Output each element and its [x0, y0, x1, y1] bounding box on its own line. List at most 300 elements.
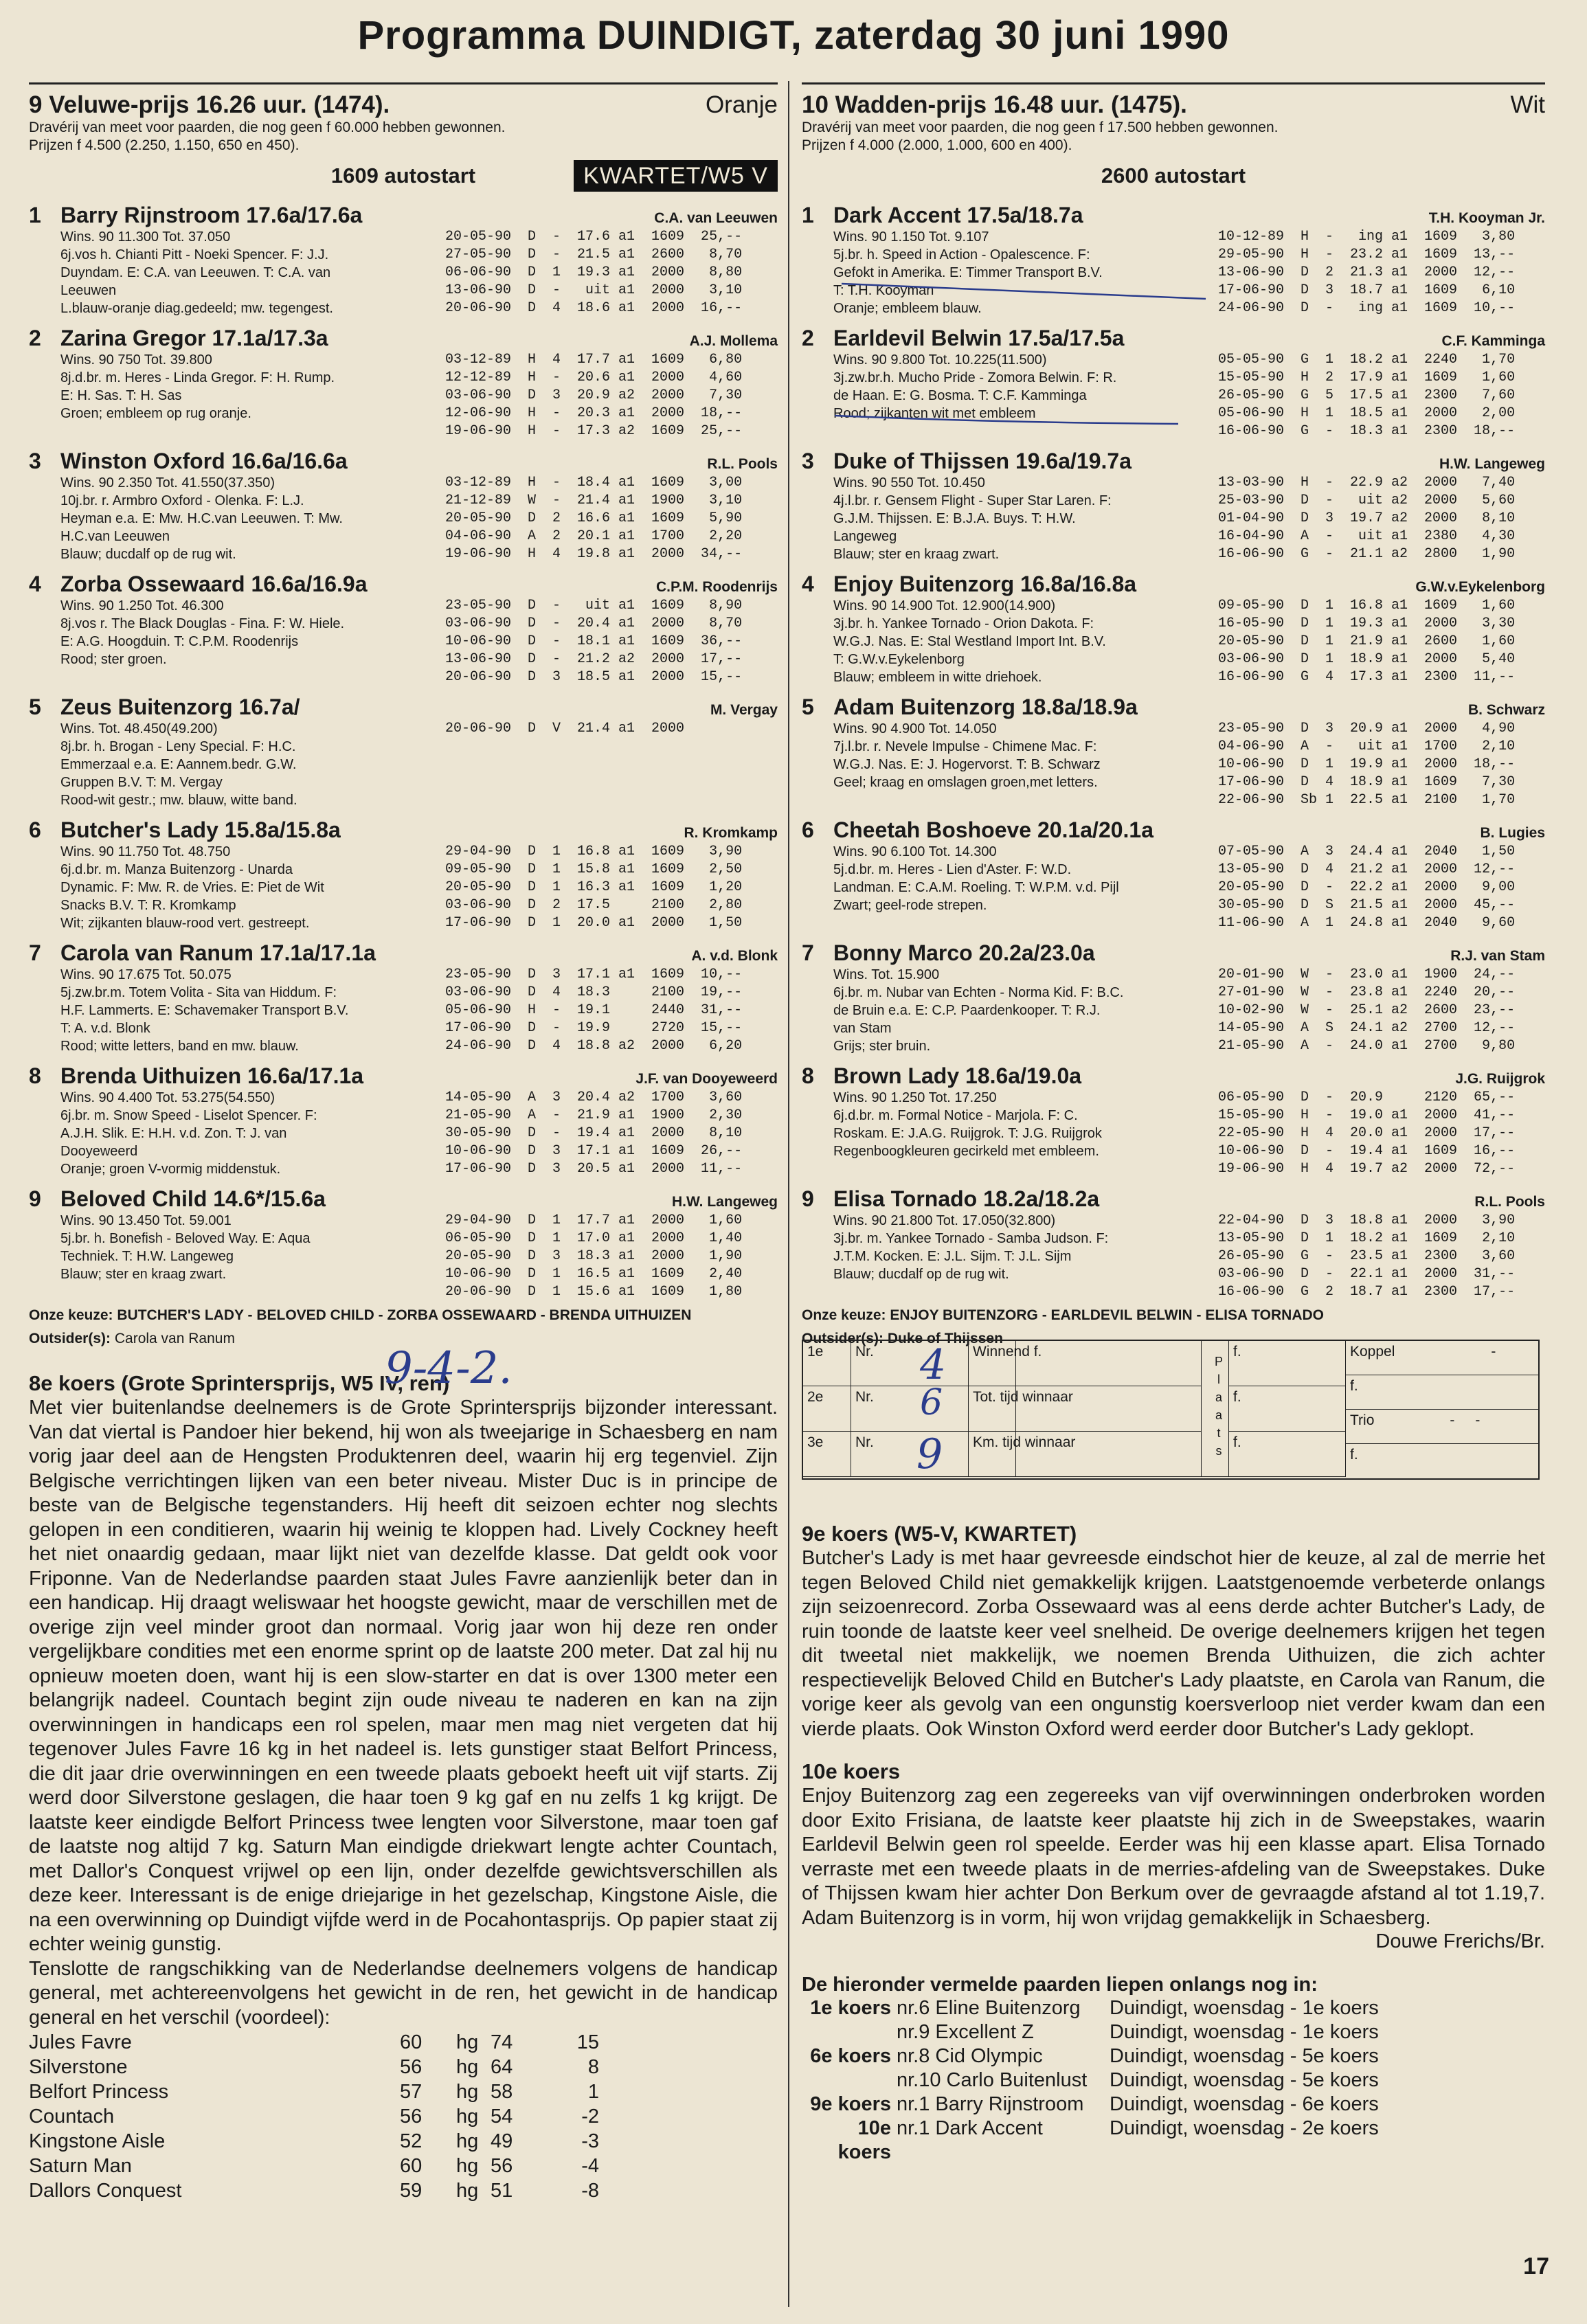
- handicap-cell: Belfort Princess: [29, 2081, 169, 2103]
- horse-result-line: 30-05-90 D S 21.5 a1 2000 45,--: [1218, 897, 1516, 913]
- horse-trainer: T.H. Kooyman Jr.: [1428, 210, 1545, 226]
- horse-desc-line: Blauw; ducdalf op de rug wit.: [833, 1267, 1009, 1282]
- horse-header: [29, 940, 778, 966]
- horse-result-line: 23-05-90 D - uit a1 1609 8,90: [445, 598, 743, 613]
- recent-row: [802, 2117, 1545, 2165]
- horse-result-line: 29-05-90 H - 23.2 a1 1609 13,--: [1218, 247, 1516, 262]
- place-3: 3e: [803, 1432, 851, 1477]
- handicap-cell: hg: [456, 2106, 479, 2128]
- horse-desc-line: H.C.van Leeuwen: [60, 529, 170, 544]
- handicap-cell: 57: [400, 2081, 423, 2103]
- horse-name-text: Butcher's Lady 15.8a/15.8a: [60, 817, 341, 842]
- horse-body: [29, 597, 778, 686]
- horse-number: 1: [802, 203, 814, 227]
- horse-desc-line: Wins. 90 11.750 Tot. 48.750: [60, 844, 231, 859]
- handicap-cell: -2: [581, 2106, 599, 2128]
- horse-desc-line: Blauw; ducdalf op de rug wit.: [60, 547, 236, 562]
- horse-header: [802, 940, 1545, 966]
- article-10-title: 10e koers: [802, 1759, 901, 1783]
- horse-body: [29, 474, 778, 563]
- handwritten-winner-2: 6: [920, 1382, 943, 1423]
- handicap-cell: 56: [491, 2155, 513, 2177]
- koppel-f: f.: [1346, 1375, 1538, 1410]
- horse-desc-line: Oranje; embleem blauw.: [833, 301, 982, 316]
- horse-result-line: 20-05-90 D 1 21.9 a1 2600 1,60: [1218, 633, 1516, 649]
- horse-desc-line: Grijs; ster bruin.: [833, 1039, 931, 1054]
- horse-description: [802, 597, 1218, 686]
- tot-tijd-label: Tot. tijd winnaar: [968, 1386, 1202, 1432]
- horse-name: [29, 1186, 326, 1212]
- horse-result-line: 20-05-90 D 1 16.3 a1 1609 1,20: [445, 879, 743, 895]
- horse-number: 3: [802, 449, 814, 473]
- horse-result-line: 16-04-90 A - uit a1 2380 4,30: [1218, 528, 1516, 544]
- horse-desc-line: Wins. 90 750 Tot. 39.800: [60, 352, 212, 368]
- horse-result-line: 19-06-90 H - 17.3 a2 1609 25,--: [445, 423, 743, 439]
- place-1: 1e: [803, 1341, 851, 1386]
- horse-name-text: Dark Accent 17.5a/18.7a: [833, 203, 1083, 227]
- keuze-label: Onze keuze:: [29, 1307, 113, 1323]
- horse-results: [445, 474, 778, 563]
- horse-result-line: 20-05-90 D 3 18.3 a1 2000 1,90: [445, 1248, 743, 1264]
- handicap-cell: 64: [491, 2056, 513, 2078]
- horse-result-line: 22-06-90 Sb 1 22.5 a1 2100 1,70: [1218, 792, 1516, 808]
- horse-result-line: 16-06-90 G - 21.1 a2 2800 1,90: [1218, 546, 1516, 562]
- horse-number: 4: [802, 572, 814, 596]
- horse-trainer: H.W. Langeweg: [1439, 456, 1545, 472]
- horse-desc-line: 8j.d.br. m. Heres - Linda Gregor. F: H. Rump.: [60, 370, 335, 385]
- horse-result-line: 17-06-90 D 1 20.0 a1 2000 1,50: [445, 915, 743, 931]
- handicap-cell: 56: [400, 2056, 423, 2078]
- handicap-cell: 60: [400, 2031, 423, 2053]
- horse-result-line: 23-05-90 D 3 17.1 a1 1609 10,--: [445, 967, 743, 982]
- handicap-cell: 58: [491, 2081, 513, 2103]
- horse-body: [29, 966, 778, 1055]
- horse-result-line: 16-05-90 D 1 19.3 a1 2000 3,30: [1218, 616, 1516, 631]
- trio-f: f.: [1350, 1447, 1358, 1463]
- recent-cell: nr.6 Eline Buitenzorg: [897, 1997, 1081, 2019]
- horse-result-line: 20-06-90 D V 21.4 a1 2000: [445, 721, 685, 736]
- handicap-cell: -8: [581, 2180, 599, 2202]
- horse-result-line: 17-06-90 D 3 18.7 a1 1609 6,10: [1218, 282, 1516, 298]
- recent-row: [802, 2068, 1545, 2092]
- article-8-text-2: Tenslotte de rangschikking van de Nederlandse deelnemers volgens de handicap general, met achtereenvolgens het gewicht in de ren, het gewicht in de handicap general en het verschil (voordeel):: [29, 1957, 778, 2029]
- keuze-text: ENJOY BUITENZORG - EARLDEVIL BELWIN - ELISA TORNADO: [890, 1307, 1324, 1323]
- horse-desc-line: Wins. 90 11.300 Tot. 37.050: [60, 229, 231, 245]
- horse-desc-line: Regenboogkleuren gecirkeld met embleem.: [833, 1144, 1099, 1159]
- horse-result-line: 10-06-90 D - 18.1 a1 1609 36,--: [445, 633, 743, 649]
- handicap-cell: -3: [581, 2130, 599, 2152]
- winnend-label: Winnend f.: [968, 1341, 1202, 1386]
- horse-desc-line: Blauw; ster en kraag zwart.: [60, 1267, 227, 1282]
- horse-desc-line: Gefokt in Amerika. E: Timmer Transport B.V.: [833, 265, 1103, 280]
- horse-results: [1218, 966, 1545, 1055]
- result-box: [802, 1340, 1540, 1480]
- horse-desc-line: Dooyeweerd: [60, 1144, 138, 1159]
- keuze-text: BUTCHER'S LADY - BELOVED CHILD - ZORBA OSSEWAARD - BRENDA UITHUIZEN: [117, 1307, 692, 1323]
- horse-desc-line: Geel; kraag en omslagen groen,met letters.: [833, 775, 1098, 790]
- outsider-text: Carola van Ranum: [114, 1331, 235, 1346]
- horse-desc-line: H.F. Lammerts. E: Schavemaker Transport B.V.: [60, 1003, 349, 1018]
- horse-desc-line: W.G.J. Nas. E: Stal Westland Import Int. B.V.: [833, 634, 1106, 649]
- recent-row: [802, 2020, 1545, 2044]
- trio-dash-1: -: [1450, 1412, 1455, 1428]
- horse-number: 9: [29, 1186, 41, 1211]
- article-9-text: Butcher's Lady is met haar gevreesde eindschot hier de keuze, al zal de merrie het tegen Beloved Child niet gemakkelijk krijgen. Laatstgenoemde verbeterde onlangs zijn seizoenrecord. Zorba Ossewaard was al eens derde achter Butcher's Lady, de ruin toonde de laatste keer veel snelheid. De overige deelnemers krijgen het tegen dit tweetal niet makkelijk, we noemen Brenda Uithuizen, die zich achter respectievelijk Beloved Child en Butcher's Lady plaatste, en Carola van Ranum, die vorige keer als gevolg van een ongunstig koersverloop niet verder kwam dan een vierde plaats. Ook Winston Oxford werd eerder door Butcher's Lady geklopt.: [802, 1547, 1545, 1740]
- horse-name: [802, 817, 1153, 843]
- horse-desc-line: Wins. 90 1.250 Tot. 46.300: [60, 598, 224, 613]
- horse-number: 7: [802, 940, 814, 965]
- horse-header: [29, 449, 778, 474]
- recent-cell: Duindigt, woensdag - 1e koers: [1110, 1997, 1379, 2019]
- horse-result-line: 16-06-90 G 2 18.7 a1 2300 17,--: [1218, 1284, 1516, 1300]
- horse-result-line: 14-05-90 A S 24.1 a2 2700 12,--: [1218, 1020, 1516, 1036]
- horse-results: [445, 966, 778, 1055]
- pen-line-2: [835, 416, 1178, 424]
- column-divider: [788, 81, 789, 2307]
- horse-desc-line: 6j.d.br. m. Manza Buitenzorg - Unarda: [60, 862, 293, 877]
- nr-3: Nr.: [851, 1432, 1016, 1477]
- horse-name: [802, 1063, 1081, 1089]
- horse-name: [802, 1186, 1099, 1212]
- horse-trainer: R. Kromkamp: [684, 825, 778, 841]
- horse-desc-line: Langeweg: [833, 529, 897, 544]
- horse-desc-line: T: G.W.v.Eykelenborg: [833, 652, 965, 667]
- recent-row: [802, 2092, 1545, 2117]
- horse-result-line: 26-05-90 G - 23.5 a1 2300 3,60: [1218, 1248, 1516, 1264]
- handicap-cell: Countach: [29, 2106, 115, 2128]
- handicap-cell: 74: [491, 2031, 513, 2053]
- horse-result-line: 03-06-90 D - 22.1 a1 2000 31,--: [1218, 1266, 1516, 1282]
- horse-entry: [802, 572, 1545, 686]
- horse-result-line: 12-06-90 H - 20.3 a1 2000 18,--: [445, 405, 743, 421]
- handicap-cell: 59: [400, 2180, 423, 2202]
- horse-desc-line: W.G.J. Nas. E: J. Hogervorst. T: B. Schwarz: [833, 757, 1101, 772]
- horse-trainer: M. Vergay: [710, 702, 778, 718]
- horse-desc-line: T: A. v.d. Blonk: [60, 1021, 150, 1036]
- race-9-color: Oranje: [705, 91, 778, 118]
- horse-desc-line: 8j.br. h. Brogan - Leny Special. F: H.C.: [60, 739, 296, 754]
- recent-cell: Duindigt, woensdag - 1e koers: [1110, 2021, 1379, 2043]
- horse-result-line: 21-05-90 A - 21.9 a1 1900 2,30: [445, 1107, 743, 1123]
- page-title: Programma DUINDIGT, zaterdag 30 juni 1990: [357, 13, 1230, 58]
- horse-description: [29, 474, 445, 563]
- horse-name-text: Bonny Marco 20.2a/23.0a: [833, 940, 1095, 965]
- horse-desc-line: Snacks B.V. T: R. Kromkamp: [60, 898, 236, 913]
- recent-rows: [802, 1996, 1545, 2165]
- koppel-text: Koppel: [1350, 1344, 1395, 1360]
- horse-result-line: 24-06-90 D - ing a1 1609 10,--: [1218, 300, 1516, 316]
- horse-name: [29, 572, 367, 597]
- horse-description: [802, 720, 1218, 809]
- race-10-prizes: Prijzen f 4.000 (2.000, 1.000, 600 en 400).: [802, 137, 1072, 153]
- koppel-dash: -: [1491, 1344, 1496, 1360]
- horse-result-line: 19-06-90 H 4 19.8 a1 2000 34,--: [445, 546, 743, 562]
- handicap-cell: 1: [587, 2081, 599, 2103]
- horse-header: [29, 695, 778, 720]
- handicap-cell: -4: [581, 2155, 599, 2177]
- handicap-cell: 56: [400, 2106, 423, 2128]
- horse-trainer: R.J. van Stam: [1450, 948, 1545, 964]
- horse-trainer: R.L. Pools: [1474, 1194, 1545, 1210]
- horse-number: 2: [29, 326, 41, 350]
- horse-desc-line: E: A.G. Hoogduin. T: C.P.M. Roodenrijs: [60, 634, 299, 649]
- horse-desc-line: Wins. 90 1.150 Tot. 9.107: [833, 229, 989, 245]
- outsider-label: Outsider(s):: [802, 1331, 884, 1346]
- horse-result-line: 03-06-90 D 2 17.5 2100 2,80: [445, 897, 743, 913]
- horse-entry: [29, 572, 778, 686]
- horse-name: [29, 695, 300, 720]
- race-10-title: 10 Wadden-prijs 16.48 uur. (1475).: [802, 91, 1187, 118]
- horse-result-line: 11-06-90 A 1 24.8 a1 2040 9,60: [1218, 915, 1516, 931]
- handicap-cell: Silverstone: [29, 2056, 128, 2078]
- article-race-9: [802, 1522, 1545, 1741]
- page-number: 17: [1523, 2253, 1549, 2279]
- recent-cell: nr.8 Cid Olympic: [897, 2045, 1043, 2067]
- horse-result-line: 03-12-89 H 4 17.7 a1 1609 6,80: [445, 352, 743, 368]
- horse-name-text: Enjoy Buitenzorg 16.8a/16.8a: [833, 572, 1137, 596]
- koppel-label: [1346, 1341, 1538, 1375]
- horse-name: [29, 326, 328, 351]
- handicap-row: [29, 2129, 778, 2154]
- article-9-title: 9e koers (W5-V, KWARTET): [802, 1522, 1077, 1546]
- race-10-conditions: Dravérij van meet voor paarden, die nog geen f 17.500 hebben gewonnen.: [802, 120, 1279, 135]
- horse-name: [802, 940, 1095, 966]
- horse-name-text: Cheetah Boshoeve 20.1a/20.1a: [833, 817, 1154, 842]
- recent-cell: nr.10 Carlo Buitenlust: [897, 2069, 1088, 2091]
- horse-desc-line: Groen; embleem op rug oranje.: [60, 406, 251, 421]
- horse-result-line: 19-06-90 H 4 19.7 a2 2000 72,--: [1218, 1161, 1516, 1177]
- handicap-cell: 49: [491, 2130, 513, 2152]
- recent-cell: [802, 2020, 897, 2044]
- horse-result-line: 09-05-90 D 1 15.8 a1 1609 2,50: [445, 861, 743, 877]
- horse-desc-line: Emmerzaal e.a. E: Aannem.bedr. G.W.: [60, 757, 297, 772]
- horse-name: [29, 1063, 363, 1089]
- horse-name-text: Zorba Ossewaard 16.6a/16.9a: [60, 572, 368, 596]
- horse-desc-line: 7j.l.br. r. Nevele Impulse - Chimene Mac. F:: [833, 739, 1097, 754]
- race-9-conditions: Dravérij van meet voor paarden, die nog geen f 60.000 hebben gewonnen.: [29, 120, 506, 135]
- recent-cell: Duindigt, woensdag - 2e koers: [1110, 2117, 1379, 2139]
- horse-desc-line: Rood; witte letters, band en mw. blauw.: [60, 1039, 299, 1054]
- handicap-row: [29, 2154, 778, 2178]
- handicap-row: [29, 2030, 778, 2055]
- horse-body: [29, 351, 778, 440]
- horse-description: [29, 843, 445, 932]
- horse-desc-line: Rood; ster groen.: [60, 652, 167, 667]
- horse-desc-line: Gruppen B.V. T: M. Vergay: [60, 775, 223, 790]
- horse-description: [802, 1089, 1218, 1178]
- horse-desc-line: Techniek. T: H.W. Langeweg: [60, 1249, 234, 1264]
- horse-result-line: 16-06-90 G - 18.3 a1 2300 18,--: [1218, 423, 1516, 439]
- keuze-label: Onze keuze:: [802, 1307, 886, 1323]
- horse-result-line: 07-05-90 A 3 24.4 a1 2040 1,50: [1218, 844, 1516, 859]
- plaats-f-3: f.: [1229, 1432, 1346, 1477]
- horse-results: [1218, 228, 1545, 317]
- horse-name-text: Adam Buitenzorg 18.8a/18.9a: [833, 695, 1138, 719]
- horse-desc-line: Wins. 90 6.100 Tot. 14.300: [833, 844, 997, 859]
- recent-cell: Duindigt, woensdag - 5e koers: [1110, 2069, 1379, 2091]
- horse-header: [29, 326, 778, 351]
- km-tijd-label: Km. tijd winnaar: [968, 1432, 1202, 1477]
- horse-result-line: 06-05-90 D - 20.9 2120 65,--: [1218, 1090, 1516, 1105]
- horse-result-line: 09-05-90 D 1 16.8 a1 1609 1,60: [1218, 598, 1516, 613]
- horse-result-line: 06-05-90 D 1 17.0 a1 2000 1,40: [445, 1230, 743, 1246]
- handicap-cell: hg: [456, 2031, 479, 2053]
- horse-result-line: 29-04-90 D 1 16.8 a1 1609 3,90: [445, 844, 743, 859]
- horse-desc-line: Leeuwen: [60, 283, 117, 298]
- kwartet-badge: KWARTET/W5 V: [574, 160, 778, 192]
- horse-result-line: 01-04-90 D 3 19.7 a2 2000 8,10: [1218, 510, 1516, 526]
- recent-cell: [802, 2068, 897, 2092]
- horse-desc-line: Wins. 90 550 Tot. 10.450: [833, 475, 985, 490]
- horse-result-line: 03-06-90 D 1 18.9 a1 2000 5,40: [1218, 651, 1516, 667]
- plaats-f-1: f.: [1229, 1341, 1346, 1386]
- horse-results: [445, 228, 778, 317]
- horse-description: [29, 720, 445, 809]
- horse-desc-line: 3j.br. m. Yankee Tornado - Samba Judson. F:: [833, 1231, 1109, 1246]
- horse-header: [29, 203, 778, 228]
- recent-cell: 10e koers: [837, 2117, 891, 2163]
- place-2: 2e: [803, 1386, 851, 1432]
- horse-name: [802, 203, 1083, 228]
- article-10-text: Enjoy Buitenzorg zag een zegereeks van vijf overwinningen onderbroken worden door Exito Frisiana, de laatste keer plaatste hij zich in de Sweepstakes, waarin Earldevil Belwin geen rol speelde. Eerder was hij een klasse apart. Elisa Tornado verraste met een tweede plaats in de merries-afdeling van de Sweepstakes. Duke of Thijssen kwam hier achter Don Berkum over de gevraagde afstand al tot 1.19,7. Adam Buitenzorg is in vorm, hij won vrijdag gemakkelijk in Schaesberg.: [802, 1785, 1545, 1929]
- horse-name: [29, 449, 348, 474]
- horse-result-line: 03-06-90 D 4 18.3 2100 19,--: [445, 984, 743, 1000]
- recent-cell: Duindigt, woensdag - 6e koers: [1110, 2093, 1379, 2115]
- horse-results: [445, 1212, 778, 1301]
- horse-result-line: 15-05-90 H - 19.0 a1 2000 41,--: [1218, 1107, 1516, 1123]
- horse-name-text: Winston Oxford 16.6a/16.6a: [60, 449, 348, 473]
- horse-result-line: 17-06-90 D 4 18.9 a1 1609 7,30: [1218, 774, 1516, 790]
- horse-header: [29, 817, 778, 843]
- horse-body: [802, 1089, 1545, 1178]
- horse-entry: [29, 817, 778, 932]
- horse-desc-line: 3j.br. h. Yankee Tornado - Orion Dakota. F:: [833, 616, 1094, 631]
- horse-result-line: 21-05-90 A - 24.0 a1 2700 9,80: [1218, 1038, 1516, 1054]
- horse-results: [445, 843, 778, 932]
- handicap-row: [29, 2104, 778, 2129]
- race-9-header: [29, 82, 778, 119]
- horse-header: [29, 1063, 778, 1089]
- horse-result-line: 22-05-90 H 4 20.0 a1 2000 17,--: [1218, 1125, 1516, 1141]
- horse-result-line: 26-05-90 G 5 17.5 a1 2300 7,60: [1218, 387, 1516, 403]
- horse-result-line: 10-12-89 H - ing a1 1609 3,80: [1218, 229, 1516, 245]
- right-articles: [802, 1522, 1545, 2165]
- handicap-cell: 15: [576, 2031, 599, 2053]
- horse-body: [29, 720, 778, 809]
- handicap-cell: hg: [456, 2180, 479, 2202]
- article-8-title: 8e koers (Grote Sprintersprijs, W5 IV, ren): [29, 1371, 450, 1395]
- horse-description: [802, 966, 1218, 1055]
- horse-result-line: 16-06-90 G 4 17.3 a1 2300 11,--: [1218, 669, 1516, 685]
- horse-desc-line: Wit; zijkanten blauw-rood vert. gestreept.: [60, 916, 310, 931]
- horse-result-line: 17-06-90 D - 19.9 2720 15,--: [445, 1020, 743, 1036]
- article-race-10: [802, 1759, 1545, 1953]
- horse-name: [29, 940, 376, 966]
- horse-name-text: Earldevil Belwin 17.5a/17.5a: [833, 326, 1125, 350]
- recent-row: [802, 1996, 1545, 2020]
- horse-trainer: R.L. Pools: [707, 456, 778, 472]
- horse-result-line: 10-06-90 D 1 16.5 a1 1609 2,40: [445, 1266, 743, 1282]
- race-9-start-row: [29, 157, 778, 194]
- horse-name-text: Duke of Thijssen 19.6a/19.7a: [833, 449, 1132, 473]
- horse-entry: [802, 1063, 1545, 1178]
- horse-header: [802, 695, 1545, 720]
- outsider-text: Duke of Thijssen: [887, 1331, 1003, 1346]
- horse-name: [29, 203, 362, 228]
- race-10-header: [802, 82, 1545, 119]
- horse-desc-line: L.blauw-oranje diag.gedeeld; mw. tegengest.: [60, 301, 333, 316]
- horse-entry: [802, 817, 1545, 932]
- trio-label: [1346, 1410, 1538, 1444]
- handicap-cell: 52: [400, 2130, 423, 2152]
- recent-cell: 6e koers: [810, 2045, 891, 2067]
- horse-result-line: 14-05-90 A 3 20.4 a2 1700 3,60: [445, 1090, 743, 1105]
- horse-result-line: 13-06-90 D - 21.2 a2 2000 17,--: [445, 651, 743, 667]
- horse-result-line: 27-01-90 W - 23.8 a1 2240 20,--: [1218, 984, 1516, 1000]
- horse-entry: [29, 1186, 778, 1301]
- horse-desc-line: E: H. Sas. T: H. Sas: [60, 388, 182, 403]
- horse-number: 6: [802, 817, 814, 842]
- horse-desc-line: 8j.vos r. The Black Douglas - Fina. F: W. Hiele.: [60, 616, 345, 631]
- horse-results: [1218, 351, 1545, 440]
- horse-desc-line: Wins. 90 14.900 Tot. 12.900(14.900): [833, 598, 1056, 613]
- horse-desc-line: Wins. Tot. 15.900: [833, 967, 940, 982]
- plaats-f-2: f.: [1229, 1386, 1346, 1432]
- horse-result-line: 21-12-89 W - 21.4 a1 1900 3,10: [445, 493, 743, 508]
- horse-desc-line: 3j.zw.br.h. Mucho Pride - Zomora Belwin. F: R.: [833, 370, 1117, 385]
- horse-body: [802, 597, 1545, 686]
- horse-desc-line: Heyman e.a. E: Mw. H.C.van Leeuwen. T: Mw.: [60, 511, 343, 526]
- horse-desc-line: 5j.d.br. m. Heres - Lien d'Aster. F: W.D.: [833, 862, 1072, 877]
- horse-results: [1218, 474, 1545, 563]
- horse-name-text: Carola van Ranum 17.1a/17.1a: [60, 940, 376, 965]
- horse-body: [802, 1212, 1545, 1301]
- horse-desc-line: Wins. 90 13.450 Tot. 59.001: [60, 1213, 232, 1228]
- horse-trainer: J.G. Ruijgrok: [1455, 1071, 1545, 1087]
- horse-result-line: 30-05-90 D - 19.4 a1 2000 8,10: [445, 1125, 743, 1141]
- race-10-color: Wit: [1510, 91, 1545, 118]
- horse-header: [802, 203, 1545, 228]
- horse-header: [802, 1063, 1545, 1089]
- horse-entry: [29, 695, 778, 809]
- horse-name-text: Barry Rijnstroom 17.6a/17.6a: [60, 203, 363, 227]
- horse-desc-line: Rood; zijkanten wit met embleem: [833, 406, 1036, 421]
- article-signature: Douwe Frerichs/Br.: [1375, 1930, 1545, 1952]
- horse-body: [29, 843, 778, 932]
- horse-desc-line: de Haan. E: G. Bosma. T: C.F. Kamminga: [833, 388, 1087, 403]
- horse-desc-line: Blauw; ster en kraag zwart.: [833, 547, 1000, 562]
- horse-desc-line: 5j.zw.br.m. Totem Volita - Sita van Hiddum. F:: [60, 985, 337, 1000]
- horse-number: 8: [802, 1063, 814, 1088]
- race-10-keuze: [802, 1307, 1545, 1324]
- horse-trainer: C.P.M. Roodenrijs: [656, 579, 778, 595]
- horse-results: [445, 351, 778, 440]
- horse-results: [445, 1089, 778, 1178]
- article-race-8: [29, 1371, 778, 2203]
- horse-result-line: 24-06-90 D 4 18.8 a2 2000 6,20: [445, 1038, 743, 1054]
- horse-name-text: Elisa Tornado 18.2a/18.2a: [833, 1186, 1100, 1211]
- horse-result-line: 10-06-90 D 3 17.1 a1 1609 26,--: [445, 1143, 743, 1159]
- horse-name-text: Zarina Gregor 17.1a/17.3a: [60, 326, 328, 350]
- horse-result-line: 20-06-90 D 1 15.6 a1 1609 1,80: [445, 1284, 743, 1300]
- horse-entry: [29, 203, 778, 317]
- horse-results: [1218, 597, 1545, 686]
- pen-underlines: [821, 258, 1233, 532]
- horse-number: 1: [29, 203, 41, 227]
- race-9-prizes: Prijzen f 4.500 (2.250, 1.150, 650 en 450).: [29, 137, 300, 153]
- horse-desc-line: Blauw; embleem in witte driehoek.: [833, 670, 1042, 685]
- horse-desc-line: 5j.br. h. Speed in Action - Opalescence. F:: [833, 247, 1090, 262]
